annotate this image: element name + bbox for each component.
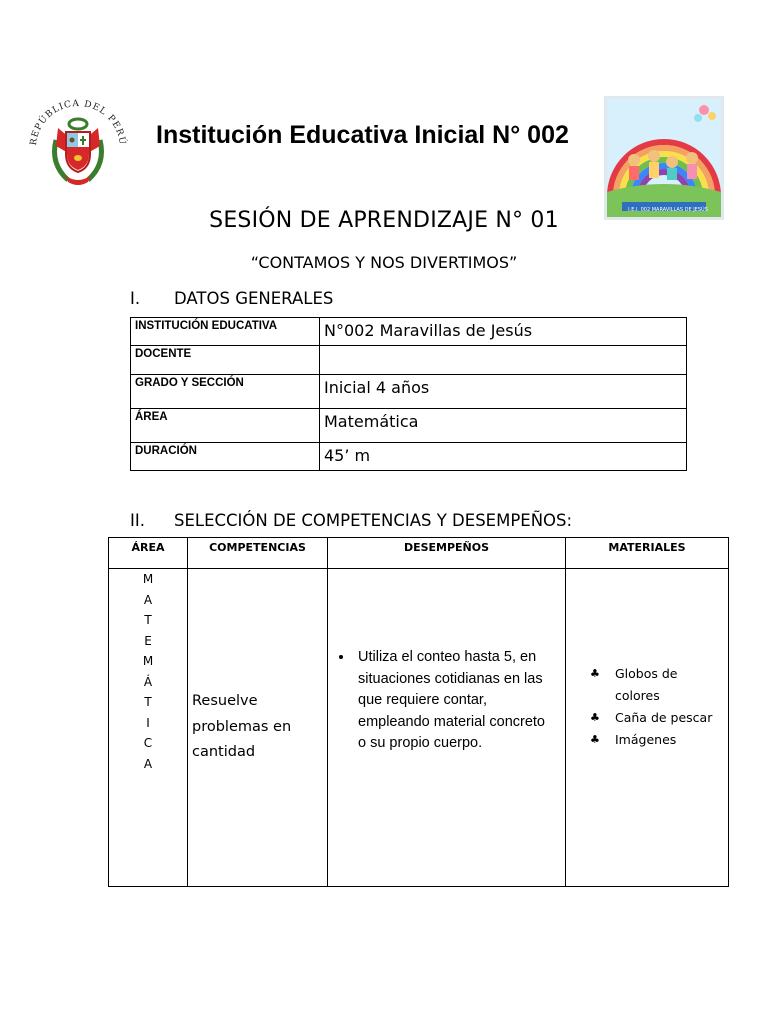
materials-cell: [566, 569, 729, 887]
table-row: [131, 318, 687, 346]
performance-item: • Utiliza el conteo hasta 5, en situaciones cotidianas en las que requiere contar, empleando material concreto o su propio cuerpo.: [354, 647, 555, 755]
area-letter: M: [142, 654, 154, 668]
row-value: Matemática: [320, 409, 687, 443]
row-label: INSTITUCIÓN EDUCATIVA: [131, 318, 320, 346]
club-bullet-icon: ♣: [590, 733, 600, 746]
table-row: [131, 375, 687, 409]
table-row: [131, 443, 687, 471]
row-label: DOCENTE: [131, 346, 320, 375]
club-bullet-icon: ♣: [590, 711, 600, 724]
general-data-table: [130, 317, 687, 471]
row-value: 45’ m: [320, 443, 687, 471]
section-title: SELECCIÓN DE COMPETENCIAS Y DESEMPEÑOS:: [174, 511, 573, 530]
area-letter: A: [143, 756, 153, 771]
session-title: SESIÓN DE APRENDIZAJE N° 01: [209, 208, 559, 233]
section-number: II.: [130, 511, 145, 530]
column-header: MATERIALES: [566, 538, 729, 569]
row-label: DURACIÓN: [131, 443, 320, 471]
session-subtitle: “CONTAMOS Y NOS DIVERTIMOS”: [250, 253, 518, 272]
section-title: DATOS GENERALES: [174, 289, 334, 308]
area-letter: I: [146, 715, 150, 730]
table-row: [131, 409, 687, 443]
section-number: I.: [130, 289, 141, 308]
material-item: [590, 729, 722, 751]
material-label: Caña de pescar: [615, 710, 713, 725]
column-header: ÁREA: [109, 538, 188, 569]
row-value: [320, 346, 687, 375]
area-letter: E: [144, 633, 152, 648]
performance-cell: [328, 569, 566, 887]
school-rainbow-logo: [604, 96, 724, 220]
row-value: Inicial 4 años: [320, 375, 687, 409]
section-heading-general: [130, 289, 333, 308]
section-heading-competencies: [130, 511, 572, 530]
row-value: N°002 Maravillas de Jesús: [320, 318, 687, 346]
logo-caption: I.E.I. 002 MARAVILLAS DE JESÚS: [628, 207, 708, 213]
area-vertical-text: [109, 569, 188, 887]
column-header: DESEMPEÑOS: [328, 538, 566, 569]
area-letter: A: [143, 592, 153, 607]
material-label: Imágenes: [615, 732, 677, 747]
material-label: Globos de colores: [615, 666, 678, 703]
column-header: COMPETENCIAS: [188, 538, 328, 569]
area-letter: M: [142, 572, 154, 586]
peru-coat-of-arms-icon: [22, 84, 134, 196]
table-header-row: [109, 538, 729, 569]
club-bullet-icon: ♣: [590, 667, 600, 680]
row-label: GRADO Y SECCIÓN: [131, 375, 320, 409]
area-letter: Á: [143, 674, 153, 689]
seal-text: REPÚBLICA DEL PERÚ: [28, 98, 128, 147]
table-row: [131, 346, 687, 375]
material-item: [590, 707, 722, 729]
competence-cell: Resuelve problemas en cantidad: [188, 569, 328, 887]
competencies-table: [108, 537, 729, 887]
table-row: [109, 569, 729, 887]
area-letter: T: [144, 613, 152, 627]
area-letter: C: [143, 736, 153, 750]
institution-title: Institución Educativa Inicial N° 002: [156, 121, 569, 149]
material-item: [590, 663, 722, 707]
row-label: ÁREA: [131, 409, 320, 443]
area-letter: T: [144, 695, 152, 709]
